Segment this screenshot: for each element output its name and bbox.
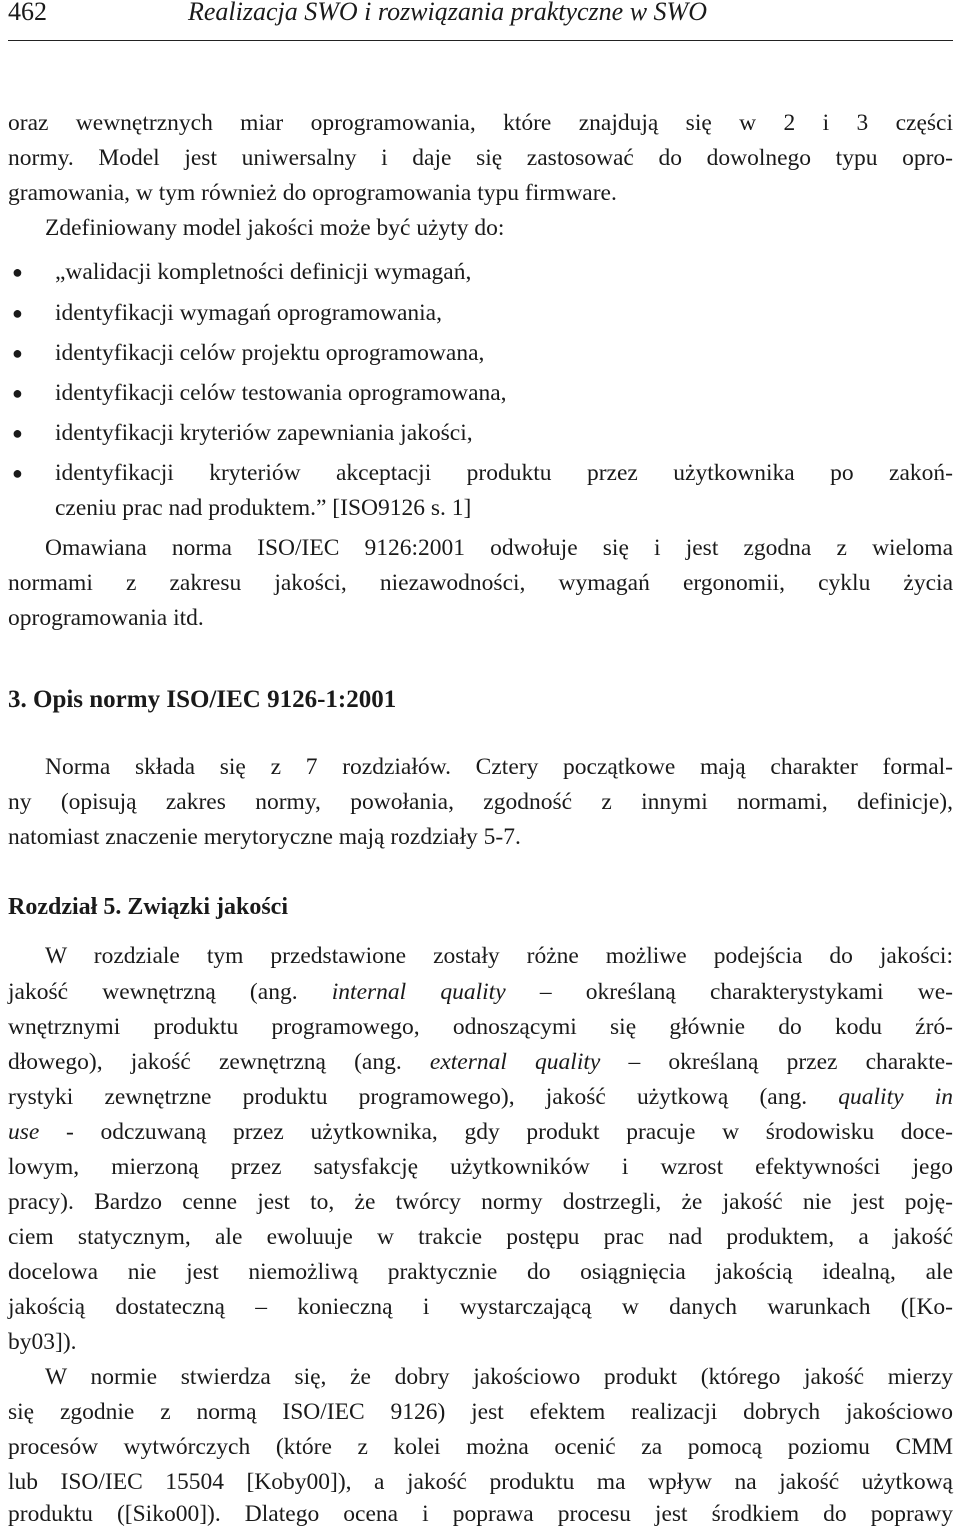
text-line: W normie stwierdza się, że dobry jakościowo produkt (którego jakość mierzy (45, 1364, 953, 1390)
document-page (8, 0, 953, 1529)
term-italic: external quality (429, 1049, 601, 1075)
list-item: identyfikacji celów projektu oprogramowana, (55, 340, 485, 366)
list-item: identyfikacji kryteriów akceptacji produktu przez użytkownika po zakoń- (55, 460, 953, 486)
bullet-icon: ● (12, 343, 23, 363)
text-line: normy. Model jest uniwersalny i daje się zastosować do dowolnego typu opro- (8, 145, 953, 171)
text-line (8, 1082, 953, 1112)
text-line: się zgodnie z normą ISO/IEC 9126) jest efektem realizacji dobrych jakościowo (8, 1399, 953, 1425)
section-heading: 3. Opis normy ISO/IEC 9126-1:2001 (8, 686, 397, 713)
list-item-continuation: czeniu prac nad produktem.” [ISO9126 s. 1] (55, 495, 472, 521)
text-line: procesów wytwórczych (które z kolei można ocenić za pomocą poziomu CMM (8, 1434, 953, 1460)
text-line: docelowa nie jest niemożliwą praktycznie do osiągnięcia jakością idealną, ale (8, 1259, 953, 1285)
term-italic: quality in (838, 1084, 953, 1110)
running-title: Realizacja SWO i rozwiązania praktyczne w SWO (188, 0, 707, 26)
bullet-icon: ● (12, 262, 23, 282)
page-number: 462 (8, 0, 47, 26)
text-run: - odczuwaną przez użytkownika, gdy produkt pracuje w środowisku doce- (39, 1119, 953, 1145)
list-item: identyfikacji kryteriów zapewniania jakości, (55, 420, 473, 446)
text-run: jakość wewnętrzną (ang. (8, 979, 332, 1005)
text-run: – określaną charakterystykami we- (505, 979, 953, 1005)
bullet-icon: ● (12, 423, 23, 443)
bullet-icon: ● (12, 303, 23, 323)
list-intro: Zdefiniowany model jakości może być użyty do: (45, 215, 505, 241)
text-run: rystyki zewnętrzne produktu programowego), jakość użytkową (ang. (8, 1084, 839, 1110)
subsection-heading: Rozdział 5. Związki jakości (8, 894, 288, 920)
text-line: by03]). (8, 1329, 77, 1355)
text-run: dłowego), jakość zewnętrzną (ang. (8, 1049, 430, 1075)
text-line: pracy). Bardzo cenne jest to, że twórcy normy dostrzegli, że jakość nie jest poję- (8, 1189, 953, 1215)
text-line: W rozdziale tym przedstawione zostały różne możliwe podejścia do jakości: (45, 943, 953, 969)
bullet-icon: ● (12, 463, 23, 483)
text-line: oprogramowania itd. (8, 605, 204, 631)
text-line: lub ISO/IEC 15504 [Koby00]), a jakość produktu ma wpływ na jakość użytkową (8, 1469, 953, 1495)
text-line: Norma składa się z 7 rozdziałów. Cztery początkowe mają charakter formal- (45, 754, 953, 780)
text-line: ny (opisują zakres normy, powołania, zgodność z innymi normami, definicje), (8, 789, 953, 815)
text-line: gramowania, w tym również do oprogramowania typu firmware. (8, 180, 617, 206)
text-line: produktu ([Siko00]). Dlatego ocena i poprawa procesu jest środkiem do poprawy (8, 1501, 953, 1527)
text-line: lowym, mierzoną przez satysfakcję użytkowników i wzrost efektywności jego (8, 1154, 953, 1180)
bullet-icon: ● (12, 383, 23, 403)
text-line: Omawiana norma ISO/IEC 9126:2001 odwołuje się i jest zgodna z wieloma (45, 535, 953, 561)
term-italic: internal quality (331, 979, 506, 1005)
text-line: jakością dostateczną – konieczną i wystarczającą w danych warunkach ([Ko- (8, 1294, 953, 1320)
list-item: identyfikacji wymagań oprogramowania, (55, 300, 442, 326)
text-run: – określaną przez charakte- (600, 1049, 954, 1075)
text-line: normami z zakresu jakości, niezawodności, wymagań ergonomii, cyklu życia (8, 570, 953, 596)
text-line: natomiast znaczenie merytoryczne mają rozdziały 5-7. (8, 824, 521, 850)
page-header (8, 0, 953, 41)
list-item: identyfikacji celów testowania oprogramowana, (55, 380, 507, 406)
list-item: „walidacji kompletności definicji wymagań, (55, 259, 472, 285)
text-line (8, 977, 953, 1007)
text-line (8, 1117, 953, 1147)
text-line: ciem statycznym, ale ewoluuje w trakcie postępu prac nad produktem, a jakość (8, 1224, 953, 1250)
text-line (8, 1047, 953, 1077)
text-line: oraz wewnętrznych miar oprogramowania, które znajdują się w 2 i 3 części (8, 110, 953, 136)
term-italic: use (8, 1119, 40, 1145)
text-line: wnętrznymi produktu programowego, odnoszącymi się głównie do kodu źró- (8, 1014, 953, 1040)
